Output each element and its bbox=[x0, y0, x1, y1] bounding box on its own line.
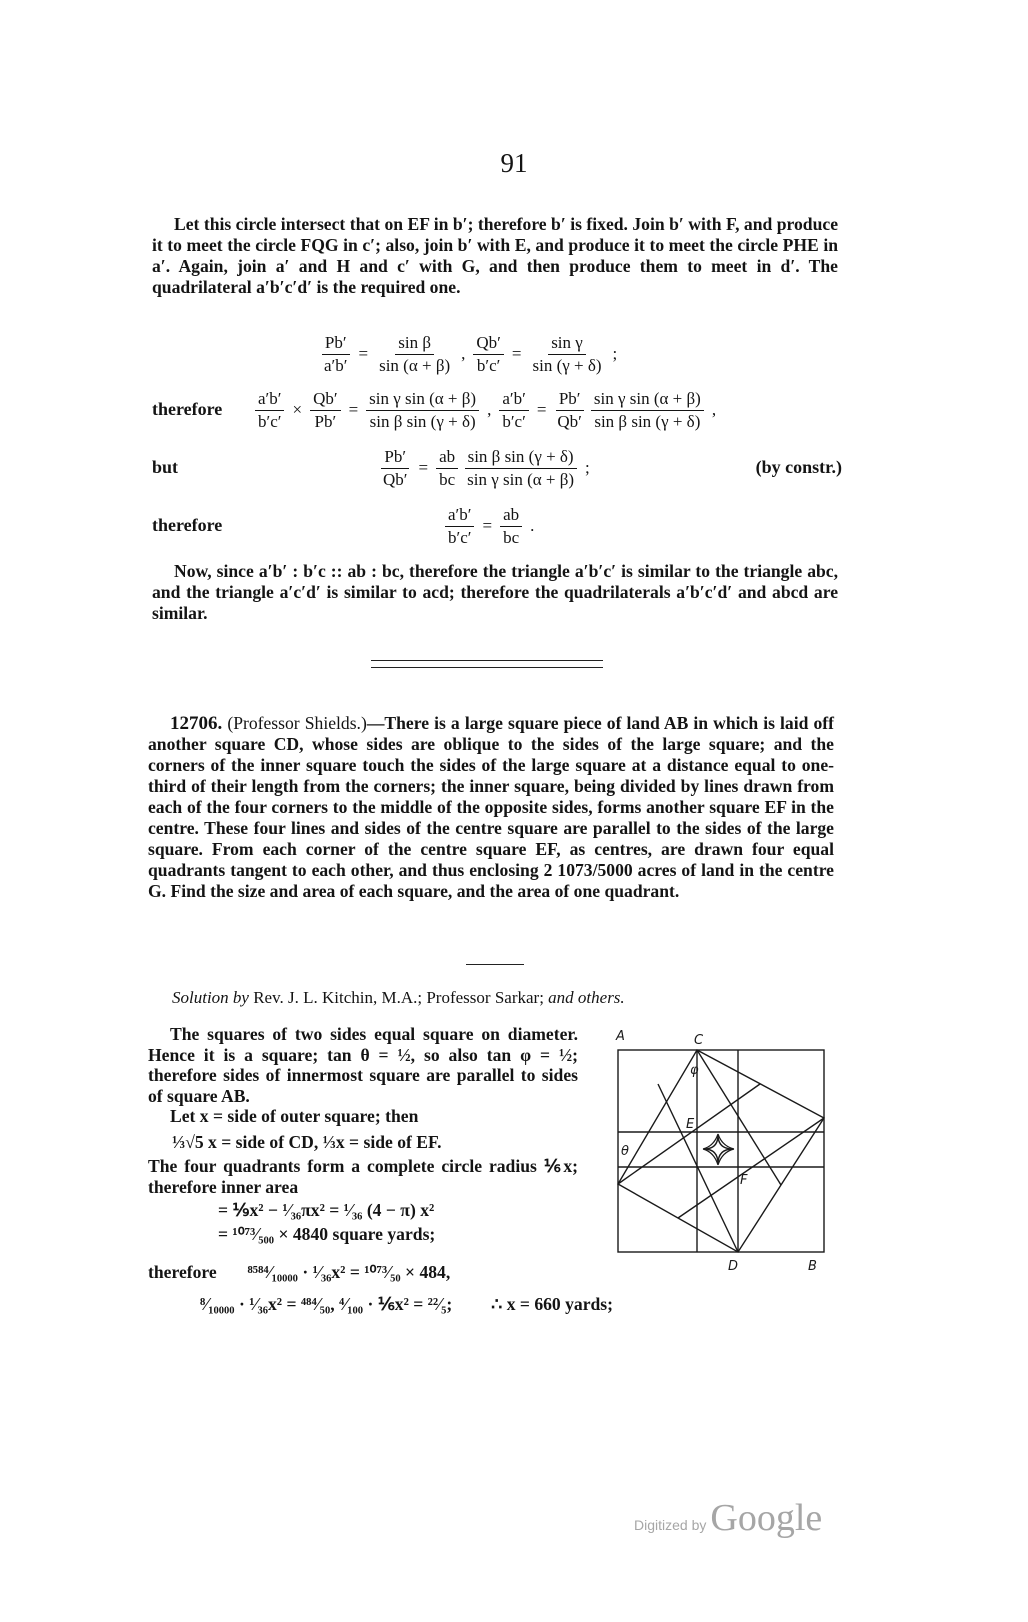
problem-12706 bbox=[148, 713, 834, 902]
solution-line-7: therefore ⁸⁵⁸⁴⁄₁₀₀₀₀ · ¹⁄₃₆x² = ¹⁰⁷³⁄₅₀ × 484, bbox=[148, 1262, 451, 1282]
paragraph-text: Now, since a′b′ : b′c :: ab : bc, therefore the triangle a′b′c′ is similar to the triangle abc, and the triangle a′c′d′ is similar to acd; therefore the quadrilaterals a′b′c′d′ and abcd are similar. bbox=[152, 561, 838, 623]
problem-number: 12706. bbox=[170, 713, 223, 734]
fraction: $\frac{\text{sin β}}{\sin (\alpha + \beta)}$ bbox=[379, 332, 451, 375]
fraction: $\frac{Pb'}{a'b'}$ bbox=[321, 333, 350, 376]
short-divider bbox=[466, 964, 524, 965]
label-d: D bbox=[728, 1259, 739, 1274]
equation-1: $\frac{Pb'}{a'b'}$ = $\frac{\text{sin β}}{\sin (\alpha + \beta)}$ , $\frac{Qb'}{b'c'}$ = $\frac{\text{sin γ}}{\sin (\gamma + \delta)}$ ; bbox=[152, 330, 842, 378]
line-c-mid bbox=[697, 1050, 781, 1185]
page-number: 91 bbox=[500, 148, 528, 178]
line-right-mid bbox=[678, 1118, 824, 1218]
equation-2: therefore $\frac{a'b'}{b'c'}$ × $\frac{Qb'}{Pb'}$ = $\frac{\text{sin γ sin (α + β)}}{\text{sin β sin (γ + δ)}}$ , $\frac{a'b'}{b'c'}$ = $\frac{Pb'}{Qb'}$ $\frac{\text{sin γ sin (α + β)}}{\text{sin β sin (γ + δ)}}$ , bbox=[152, 388, 717, 431]
label-a: A bbox=[616, 1029, 625, 1044]
label-c: C bbox=[694, 1033, 704, 1048]
line-d-mid bbox=[658, 1084, 738, 1252]
solution-byline: Solution by Rev. J. L. Kitchin, M.A.; Professor Sarkar; and others. bbox=[172, 988, 625, 1007]
paragraph-similarity bbox=[152, 561, 838, 624]
geometry-diagram bbox=[608, 1024, 838, 1274]
outer-square-ab bbox=[618, 1050, 824, 1252]
line-left-mid bbox=[618, 1084, 760, 1184]
equation-3: but $\frac{Pb'}{Qb'}$ = $\frac{ab}{bc}$ $\frac{\text{sin β sin (γ + δ)}}{\text{sin γ sin (α + β)}}$ ; (by constr.) bbox=[152, 446, 842, 489]
digitized-watermark bbox=[634, 1496, 822, 1540]
solution-text: The squares of two sides equal square on diameter. Hence it is a square; tan θ = ½, so also tan φ = ½; therefore sides of innermost square are parallel to sides of square AB. Let x = side of outer square; then ⅓√5 x = side of CD, ⅓x = side of EF. The four quadrants form a complete circle radius ⅙x; therefore inner area = ⅑x² − ¹⁄₃₆πx² = ¹⁄₃₆ (4 − π) x² = ¹⁰⁷³⁄₅₀₀ × 4840 square yards; bbox=[148, 1024, 578, 1244]
problem-author: (Professor Shields.) bbox=[227, 713, 367, 733]
problem-text: —There is a large square piece of land AB in which is laid off another square CD, whose sides are oblique to the sides of the large square; and the corners of the inner square touch the sides of the large square at a distance equal to one-third of their length from the corners; the inner square, being divided by lines drawn from each of the four corners to the middle of the opposite sides, forms another square EF in the centre. These four lines and sides of the centre square are parallel to the sides of the large square. From each corner of the centre square EF, as centres, are drawn four equal quadrants tangent to each other, and thus enclosing 2 1073/5000 acres of land in the centre G. Find the size and area of each square, and the area of one quadrant. bbox=[148, 713, 834, 901]
paragraph-construction bbox=[152, 214, 838, 298]
quadrants-region-g bbox=[704, 1135, 733, 1164]
constr-note: (by constr.) bbox=[755, 457, 842, 477]
paragraph-text: Let this circle intersect that on EF in b′; therefore b′ is fixed. Join b′ with F, and produce it to meet the circle FQG in c′; also, join b′ with E, and produce it to meet the circle PHE in a′. Again, join a′ and H and c′ with G, and then produce them to meet in d′. The quadrilateral a′b′c′d′ is the required one. bbox=[152, 214, 838, 297]
watermark-google: Google bbox=[710, 1497, 823, 1539]
label-e: E bbox=[686, 1117, 695, 1132]
label-b: B bbox=[808, 1259, 817, 1274]
inner-square-cd bbox=[618, 1050, 824, 1252]
watermark-small: Digitized by bbox=[634, 1517, 707, 1533]
label-theta: θ bbox=[621, 1144, 629, 1159]
solution-result: ∴ x = 660 yards; bbox=[491, 1294, 614, 1314]
equation-4: therefore $\frac{a'b'}{b'c'}$ = $\frac{ab}{bc}$ . bbox=[152, 504, 535, 547]
fraction: $\frac{\text{sin γ}}{\sin (\gamma + \delta)}$ bbox=[532, 332, 602, 375]
label-f: F bbox=[740, 1173, 748, 1188]
label-phi: φ bbox=[690, 1063, 699, 1078]
equation-lead: therefore bbox=[152, 399, 223, 419]
section-divider bbox=[371, 660, 603, 668]
solution-line-8: ⁸⁄₁₀₀₀₀ · ¹⁄₃₆x² = ⁴⁸⁴⁄₅₀, ⁴⁄₁₀₀ · ⅙x² = ²²⁄₅; ∴ x = 660 yards; bbox=[200, 1294, 614, 1314]
fraction: $\frac{Qb'}{b'c'}$ bbox=[473, 333, 504, 376]
